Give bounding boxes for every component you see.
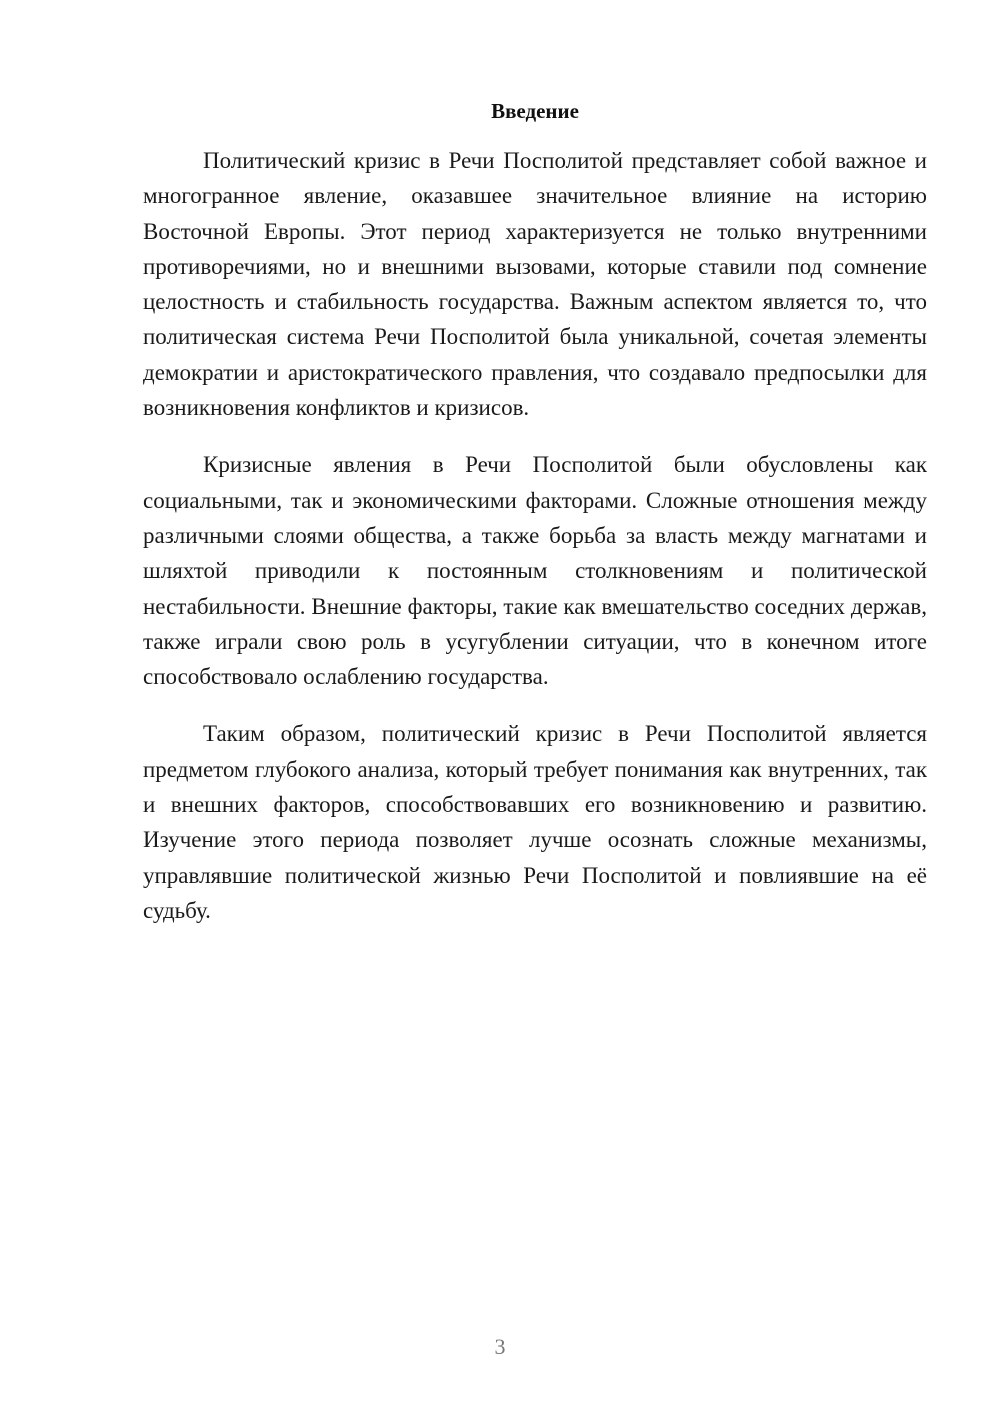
paragraph-2: Кризисные явления в Речи Посполитой были обусловлены как социальными, так и экономическими факторами. Сложные отношения между различными слоями общества, а также борьба за власть между магнатами и шляхтой приводили к постоянным столкновениям и политической нестабильности. Внешние факторы, такие как вмешательство соседних держав, также играли свою роль в усугублении ситуации, что в конечном итоге способствовало ослаблению государства. [143, 452, 927, 690]
section-heading: Введение [491, 99, 579, 123]
paragraph-3: Таким образом, политический кризис в Речи Посполитой является предметом глубокого анализа, который требует понимания как внутренних, так и внешних факторов, способствовавших его возникновению и развитию. Изучение этого периода позволяет лучше осознать сложные механизмы, управлявшие политической жизнью Речи Посполитой и повлиявшие на её судьбу. [143, 721, 927, 923]
paragraph-1: Политический кризис в Речи Посполитой представляет собой важное и многогранное явление, оказавшее значительное влияние на историю Восточной Европы. Этот период характеризуется не только внутренними противоречиями, но и внешними вызовами, которые ставили под сомнение целостность и стабильность государства. Важным аспектом является то, что политическая система Речи Посполитой была уникальной, сочетая элементы демократии и аристократического правления, что создавало предпосылки для возникновения конфликтов и кризисов. [143, 148, 927, 421]
page-number: 3 [494, 1334, 506, 1359]
body-text [143, 143, 927, 950]
